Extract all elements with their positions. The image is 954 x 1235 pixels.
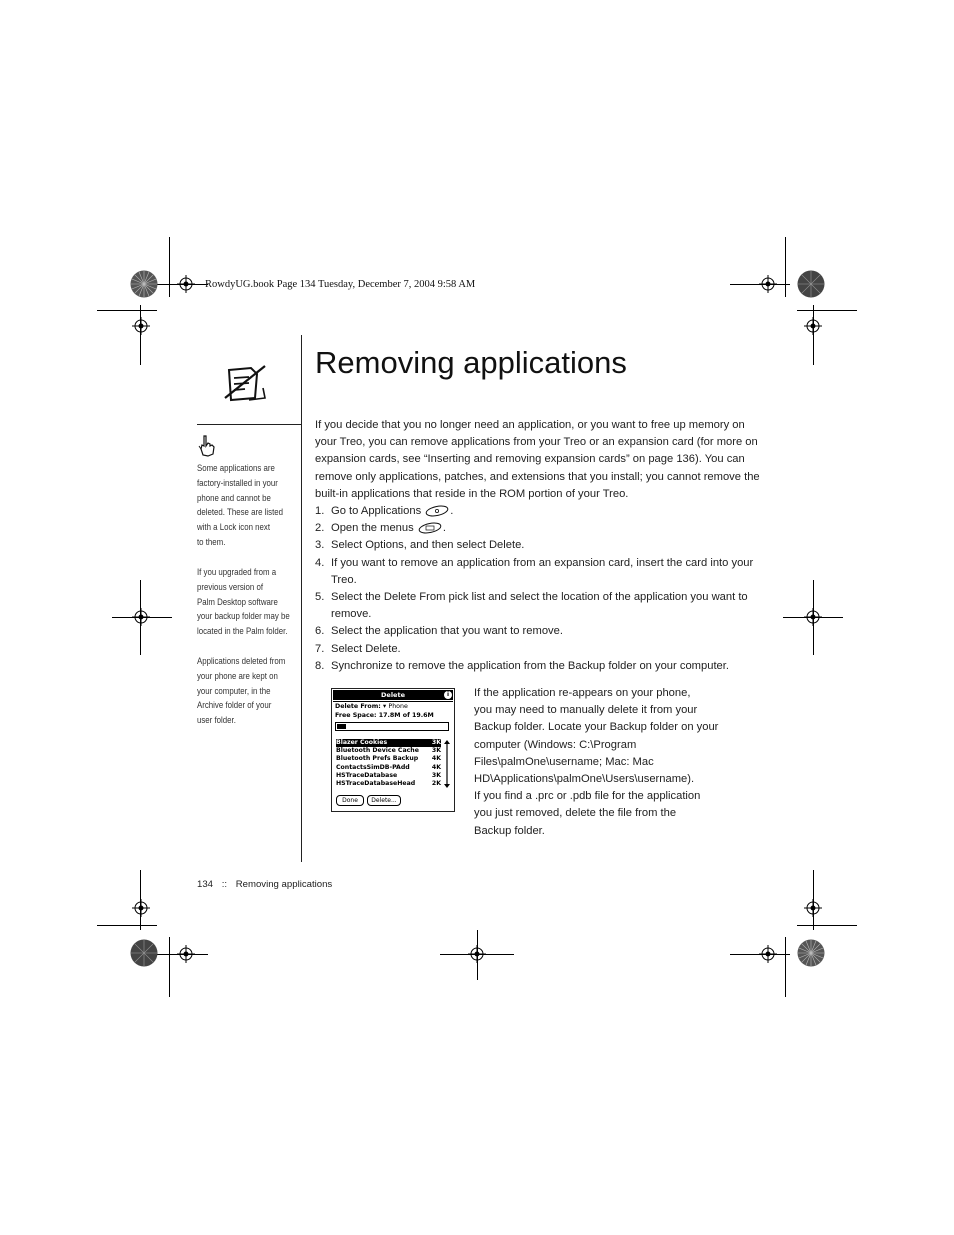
app-size: 3K (431, 739, 441, 746)
step-item (315, 641, 760, 658)
free-space-label: Free Space: 17.8M of 19.6M (335, 712, 434, 719)
note-line: user folder. (197, 715, 236, 727)
app-name: HSTraceDatabase (336, 771, 398, 779)
note-line: your computer, in the (197, 685, 271, 697)
step-text: Synchronize to remove the application from the Backup folder on your computer. (331, 659, 729, 672)
paragraph-line: Files\palmOne\username; Mac: Mac (474, 755, 654, 768)
backup-folder-paragraph (474, 685, 729, 840)
note-line: Applications deleted from (197, 656, 286, 667)
delete-from-picklist[interactable]: Phone (388, 703, 408, 710)
note-line: with a Lock icon next (197, 522, 271, 534)
crop-mark (169, 237, 170, 297)
dialog-title-bar (333, 690, 453, 702)
crop-mark (112, 617, 172, 618)
step-item (315, 555, 760, 589)
pick-list-arrow-icon[interactable]: ▾ (383, 703, 387, 710)
page-title: Removing applications (315, 345, 627, 380)
crop-mark (97, 925, 157, 926)
scroll-arrows-icon[interactable] (444, 740, 450, 788)
step-number: 8. (315, 659, 325, 672)
sidebar-note (197, 655, 294, 729)
application-list (336, 739, 441, 788)
step-text: If you want to remove an application from an expansion card, insert the card into your Treo. (331, 556, 754, 586)
step-number: 7. (315, 642, 325, 655)
color-registration-starburst-icon (797, 270, 825, 298)
crop-mark (813, 870, 814, 930)
app-size: 4K (431, 763, 441, 771)
crop-mark (169, 937, 170, 997)
note-line: phone and cannot be (197, 492, 271, 504)
steps-list (315, 503, 760, 675)
app-size: 3K (431, 747, 441, 755)
color-registration-starburst-icon (130, 939, 158, 967)
application-list-item[interactable] (336, 764, 441, 772)
app-name: ContactsSimDB-PAdd (336, 763, 410, 771)
step-number: 5. (315, 591, 325, 604)
step-text: Select Options, and then select Delete. (331, 539, 525, 552)
intro-paragraph: If you decide that you no longer need an application, or you want to free up memory on your Treo, you can remove applications from your Treo or an expansion card (for more on expansion cards, see “Inserting and removing expansion cards” on page 136). You can remove only applications, patches, and extensions that you install; you cannot remove the built-in applications that reside in the ROM portion of your Treo. (315, 419, 760, 500)
paragraph-line: you just removed, delete the file from the (474, 807, 677, 820)
registration-mark-icon (132, 899, 150, 917)
paragraph-line: you may need to manually delete it from your (474, 704, 698, 717)
color-registration-starburst-icon (797, 939, 825, 967)
application-list-item[interactable] (336, 772, 441, 780)
crop-mark (797, 310, 857, 311)
note-line: factory-installed in your (197, 477, 278, 489)
applications-button-icon (424, 505, 450, 517)
step-text: Select Delete. (331, 642, 401, 655)
info-icon[interactable]: i (444, 691, 452, 699)
step-item (315, 520, 760, 537)
step-number: 4. (315, 556, 325, 569)
step-text: Go to Applications (331, 505, 422, 518)
note-line: Some applications are (197, 463, 275, 474)
note-line: deleted. These are listed (197, 507, 284, 519)
step-item (315, 658, 760, 675)
color-registration-starburst-icon (130, 270, 158, 298)
menu-button-icon (417, 522, 443, 534)
step-number: 2. (315, 522, 325, 535)
crop-mark (140, 870, 141, 930)
crop-mark (140, 305, 141, 365)
note-line: Palm Desktop software (197, 596, 278, 608)
crop-mark (730, 954, 790, 955)
delete-from-label: Delete From: (335, 703, 381, 710)
crop-mark (97, 310, 157, 311)
note-line: to them. (197, 536, 226, 548)
crop-mark (477, 930, 478, 980)
memory-usage-fill (337, 724, 346, 729)
application-list-item[interactable] (336, 747, 441, 755)
app-name: HSTraceDatabaseHead (336, 779, 416, 787)
application-list-item[interactable] (336, 780, 441, 788)
paragraph-line: HD\Applications\palmOne\Users\username). (474, 773, 695, 786)
step-text-end: . (450, 505, 454, 518)
paragraph-line: If you find a .prc or .pdb file for the application (474, 790, 701, 803)
tip-pointing-hand-icon (198, 434, 216, 458)
paragraph-line: computer (Windows: C:\Program (474, 738, 637, 751)
sidebar-note (197, 462, 294, 551)
crop-mark (813, 580, 814, 655)
footer-separator: :: (221, 879, 228, 890)
paragraph-line: Backup folder. Locate your Backup folder on your (474, 721, 719, 734)
paragraph-line: If the application re-appears on your phone, (474, 687, 691, 699)
note-line: located in the Palm folder. (197, 626, 288, 638)
step-number: 6. (315, 625, 325, 638)
app-name: Bluetooth Device Cache (336, 747, 419, 755)
app-name: Blazer Cookies (336, 739, 388, 746)
crop-mark (813, 305, 814, 365)
crop-mark (730, 284, 790, 285)
step-number: 3. (315, 539, 325, 552)
dialog-title: Delete (333, 690, 453, 700)
step-text: Select the Delete From pick list and select the location of the application you want to remove. (331, 591, 748, 621)
note-line: If you upgraded from a (197, 567, 277, 578)
delete-dialog-screenshot (331, 688, 455, 812)
application-list-item[interactable] (336, 755, 441, 763)
step-item (315, 503, 760, 520)
page-footer (197, 879, 332, 890)
sidebar-note (197, 566, 294, 640)
note-line: previous version of (197, 581, 264, 593)
crop-mark (785, 937, 786, 997)
body-text (315, 417, 760, 675)
step-number: 1. (315, 505, 325, 518)
memory-usage-bar (335, 722, 449, 731)
sidebar-divider (197, 424, 302, 425)
step-text-end: . (442, 522, 446, 535)
column-divider (301, 335, 302, 862)
crop-mark (797, 925, 857, 926)
step-item (315, 537, 760, 554)
note-line: Archive folder of your (197, 700, 272, 712)
step-text: Select the application that you want to remove. (331, 625, 563, 638)
delete-button[interactable]: Delete... (367, 795, 401, 806)
page-number: 134 (197, 879, 214, 890)
note-line: your phone are kept on (197, 670, 278, 682)
application-list-item[interactable] (336, 739, 441, 747)
note-line: your backup folder may be (197, 611, 290, 623)
step-text: Open the menus (331, 522, 414, 535)
crop-mark (785, 237, 786, 297)
crop-mark (140, 580, 141, 655)
app-name: Bluetooth Prefs Backup (336, 755, 419, 763)
app-size: 4K (431, 755, 441, 763)
paragraph-line: Backup folder. (474, 824, 545, 837)
app-size: 2K (431, 779, 441, 787)
app-size: 3K (431, 771, 441, 779)
delete-from-row (335, 703, 408, 710)
footer-section: Removing applications (235, 879, 333, 890)
step-item (315, 623, 760, 640)
print-header: RowdyUG.book Page 134 Tuesday, December 7, 2004 9:58 AM (205, 279, 476, 290)
remove-application-icon (221, 362, 269, 404)
registration-mark-icon (132, 317, 150, 335)
done-button[interactable]: Done (336, 795, 364, 806)
step-item (315, 589, 760, 623)
